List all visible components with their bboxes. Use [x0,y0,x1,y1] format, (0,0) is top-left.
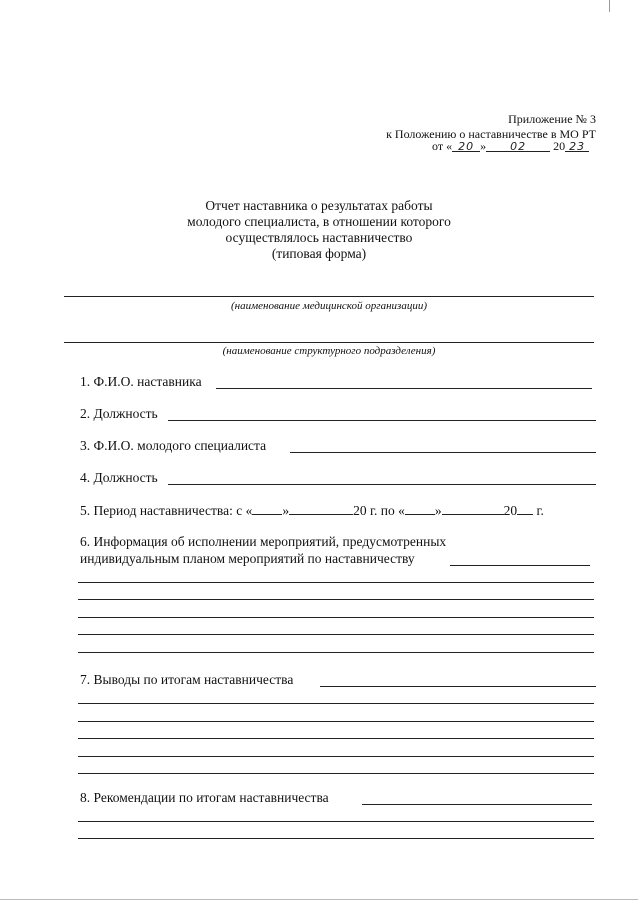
conclusions-line [78,738,594,739]
handwritten-year: 23 [569,140,586,153]
item-specialist-position: 4. Должность [80,470,158,485]
conclusions-line [78,703,594,704]
title-line-1: Отчет наставника о результатах работы [205,198,433,213]
period-end-year-blank [517,502,533,515]
plan-info-line [78,634,594,635]
org-name-line [64,296,594,297]
mentor-name-line [216,388,592,389]
item-plan-info-line-1: 6. Информация об исполнении мероприятий, предусмотренных [80,534,447,549]
item-mentor-name: 1. Ф.И.О. наставника [80,374,202,389]
handwritten-day: 20 [458,140,475,153]
item-plan-info-line-2: индивидуальным планом мероприятий по наставничеству [80,551,415,566]
item-conclusions: 7. Выводы по итогам наставничества [80,672,294,687]
handwritten-month: 02 [510,140,527,153]
title-line-4: (типовая форма) [271,246,367,261]
recommendations-line [78,821,594,822]
plan-info-line [78,582,594,583]
item-recommendations: 8. Рекомендации по итогам наставничества [80,790,329,805]
specialist-position-line [168,484,596,485]
title-line-2: молодого специалиста, в отношении которого [187,214,451,229]
period-end-day-blank [405,502,435,515]
conclusions-line [78,773,594,774]
scan-edge-mark [609,0,610,12]
report-title [0,198,638,262]
recommendations-inline-line [362,804,592,805]
plan-info-inline-line [450,565,590,566]
appendix-number: Приложение № 3 [508,112,596,126]
period-start-day-blank [252,502,282,515]
dept-name-line [64,342,594,343]
period-start-month-blank [289,502,353,515]
item-specialist-name: 3. Ф.И.О. молодого специалиста [80,438,267,453]
specialist-name-line [290,452,596,453]
appendix-date: от « 20 » 02 20 23 [432,139,589,153]
conclusions-line [78,756,594,757]
period-end-month-blank [442,502,504,515]
plan-info-line [78,617,594,618]
item-mentor-position: 2. Должность [80,406,158,421]
plan-info-line [78,599,594,600]
mentor-position-line [168,420,596,421]
item-mentoring-period: 5. Период наставничества: с « » 20 г. по « » 20 г. [80,503,544,518]
scan-bottom-edge [0,899,638,900]
recommendations-line [78,838,594,839]
conclusions-inline-line [320,686,596,687]
plan-info-line [78,652,594,653]
conclusions-line [78,721,594,722]
appendix-reference: к Положению о наставничестве в МО РТ [386,127,596,141]
title-line-3: осуществлялось наставничество [225,230,413,245]
org-name-caption: (наименование медицинской организации) [231,300,427,312]
dept-name-caption: (наименование структурного подразделения) [222,345,436,357]
